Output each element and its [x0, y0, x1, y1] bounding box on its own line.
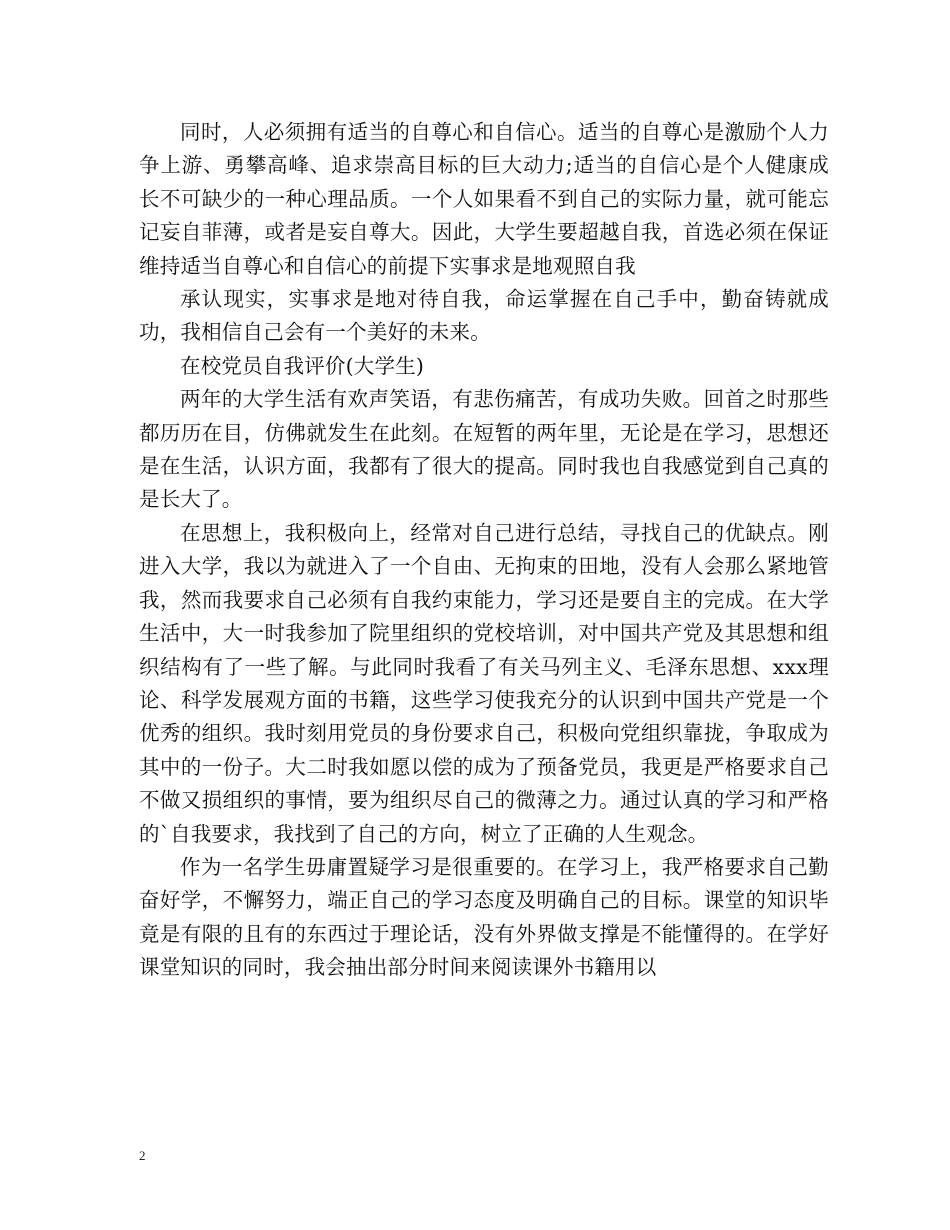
paragraph-study: 作为一名学生毋庸置疑学习是很重要的。在学习上，我严格要求自己勤奋好学，不懈努力，端正自己的学习态度及明确自己的目标。课堂的知识毕竟是有限的且有的东西过于理论话，没有外界做支撑是不能懂得的。在学好课堂知识的同时，我会抽出部分时间来阅读课外书籍用以 [139, 854, 829, 980]
document-body [139, 116, 829, 985]
paragraph-ideology: 在思想上，我积极向上，经常对自己进行总结，寻找自己的优缺点。刚进入大学，我以为就进入了一个自由、无拘束的田地，没有人会那么紧地管我，然而我要求自己必须有自我约束能力，学习还是要自主的完成。在大学生活中，大一时我参加了院里组织的党校培训，对中国共产党及其思想和组织结构有了一些了解。与此同时我看了有关马列主义、毛泽东思想、xxx理论、科学发展观方面的书籍，这些学习使我充分的认识到中国共产党是一个优秀的组织。我时刻用党员的身份要求自己，积极向党组织靠拢，争取成为其中的一份子。大二时我如愿以偿的成为了预备党员，我更是严格要求自己不做又损组织的事情，要为组织尽自己的微薄之力。通过认真的学习和严格的`自我要求，我找到了自己的方向，树立了正确的人生观念。 [139, 520, 829, 846]
section-heading: 在校党员自我评价(大学生) [180, 353, 425, 378]
paragraph-two-years: 两年的大学生活有欢声笑语，有悲伤痛苦，有成功失败。回首之时那些都历历在目，仿佛就发生在此刻。在短暂的两年里，无论是在学习，思想还是在生活，认识方面，我都有了很大的提高。同时我也自我感觉到自己真的是长大了。 [139, 387, 829, 512]
page-number: 2 [139, 1148, 146, 1163]
paragraph-self-esteem: 同时，人必须拥有适当的自尊心和自信心。适当的自尊心是激励个人力争上游、勇攀高峰、追求崇高目标的巨大动力;适当的自信心是个人健康成长不可缺少的一种心理品质。一个人如果看不到自己的实际力量，就可能忘记妄自菲薄，或者是妄自尊大。因此，大学生要超越自我，首选必须在保证维持适当自尊心和自信心的前提下实事求是地观照自我 [139, 120, 829, 278]
paragraph-accept-reality: 承认现实，实事求是地对待自我，命运掌握在自己手中，勤奋铸就成功，我相信自己会有一个美好的未来。 [139, 287, 829, 345]
